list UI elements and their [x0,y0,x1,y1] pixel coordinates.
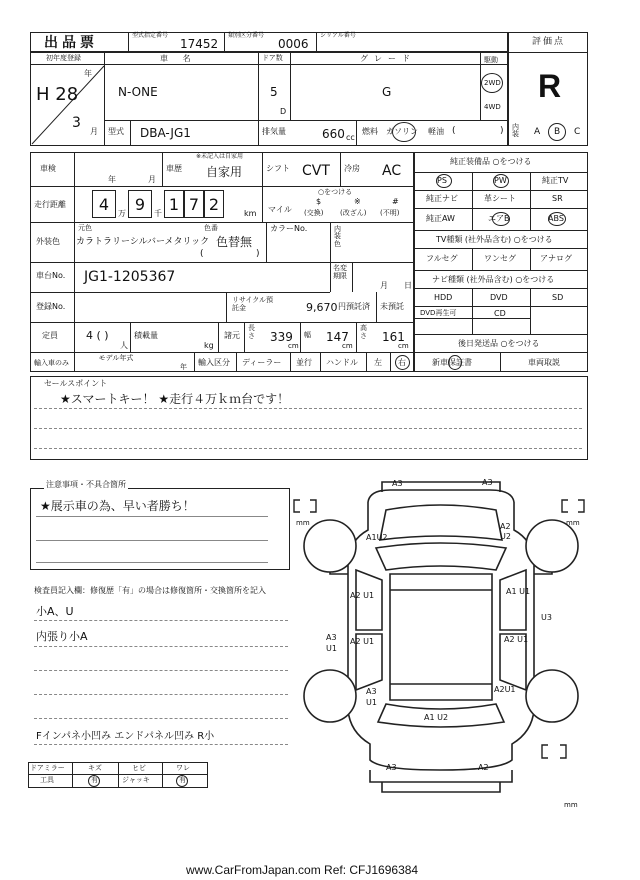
color-no-label: 色番 [204,224,218,232]
recycle-suffix: 円預託済 [338,302,370,311]
fuel-gas: ガソリン [386,127,418,136]
damage-mark: U3 [541,613,552,622]
navi-title: ナビ種類 (社外品含む) ○をつける [432,275,555,284]
damage-mark: A2 U1 [504,635,529,644]
handle-right-circle [395,355,410,370]
model-type-value: DBA-JG1 [140,126,191,140]
fuel-light: 軽油 [428,127,444,136]
name-change-label: 名変期限 [333,264,347,280]
equip-ps-circle [436,174,452,188]
color-paren: ( [200,249,204,259]
equip-sr: SR [552,194,563,203]
mileage-opt3-symbol: # [392,197,399,206]
height-unit: cm [398,342,409,350]
usage-value: 自家用 [206,165,243,179]
serial-label: シリアル番号 [320,32,356,39]
damage-mark: A2U1 [494,685,516,694]
damage-mark: A2 U2 [500,522,511,541]
damage-mark: A2 [478,763,489,772]
mileage-opt3: (不明) [380,209,400,217]
damage-mark: A3 [482,478,493,487]
recycle-unpaid: 未預託 [380,302,404,311]
equip-airbag: エアB [488,214,510,223]
mileage-digit-1: 4 [92,190,116,218]
displacement-unit: cc [346,133,355,142]
dim-label: 諸元 [224,331,240,340]
capacity-label: 定員 [42,331,58,340]
height-label: 高さ [360,324,367,340]
category-value: 0006 [278,37,309,51]
width-label: 幅 [304,331,311,339]
later-title: 後日発送品 ○をつける [458,339,540,348]
usage-note: ※未記入は自家用 [196,153,244,160]
inspection-month: 月 [148,175,156,184]
drive-label: 駆動 [484,56,498,64]
width-unit: cm [342,342,353,350]
handle-label: ハンドル [326,358,358,367]
navi-hdd: HDD [434,293,453,302]
interior-b-circle [548,123,566,141]
ac-value: AC [382,163,402,179]
notes-text: ★展示車の為、早い者勝ち！ [40,499,195,513]
color-paren-close: ) [256,249,260,259]
shift-label: シフト [266,164,290,173]
exterior-color-value: カラトラリーシルバーメタリック [76,237,210,247]
tools-yes: 有 [91,776,98,784]
shift-value: CVT [302,163,330,179]
model-cert-label: 型式指定番号 [132,32,169,39]
inspector-label: 検査員記入欄：修復歴「有」の場合は修復箇所・交換箇所を記入 [34,586,266,595]
navi-dvd-play: DVD再生可 [420,309,457,317]
footer-watermark: www.CarFromJapan.com Ref: CFJ1696384 [186,863,419,877]
equip-pw: PW [494,176,507,185]
fuel-label: 燃料 [362,127,378,136]
mileage-opt2: (改ざん) [340,209,367,217]
handle-right: 右 [398,358,406,367]
grade-value: G [382,85,392,99]
name-change-day: 日 [404,281,412,290]
chassis-value: JG1-1205367 [84,269,176,285]
mileage-digit-4: 7 [184,190,204,218]
tv-fullseg: フルセグ [426,254,458,263]
first-reg-month: 3 [72,115,81,131]
equip-abs-circle [548,212,566,226]
model-type-label: 型式 [108,127,124,136]
import-type-label: 輸入区分 [198,358,230,367]
interior-b: B [554,127,561,137]
tools-label: 工具 [40,776,54,784]
mileage-circle-note: ○をつける [318,188,353,196]
damage-mark: A1 U1 [506,587,531,596]
fuel-gas-circle [392,122,416,142]
mirror-crack: ヒビ [132,764,146,772]
inspector-line3: Fインパネ小凹み エンドパネル凹み R小 [36,731,215,742]
navi-cd: CD [494,309,506,318]
navi-dvd: DVD [490,293,508,302]
recycle-label: リサイクル預託金 [232,296,274,313]
recycle-value: 9,670 [306,301,338,314]
grade-point-label: 評価点 [532,37,566,47]
mileage-digit-2: 9 [128,190,152,218]
jack-yes-circle [176,775,188,787]
inspector-line2: 内張り小A [36,630,88,643]
damage-mark: A1 U2 [424,713,449,722]
color-no2-label: カラーNo. [270,224,308,233]
import-label: 輸入車のみ [34,359,69,367]
mirror-door-mirror: ドアミラー [30,764,65,772]
grade-point-value: R [538,68,562,104]
mileage-digit-3: 1 [164,190,184,218]
mileage-opt1-symbol: $ [316,197,322,206]
first-reg-year: H 28 [36,84,79,105]
ac-label: 冷房 [344,164,360,173]
later-manual: 車両取説 [528,358,560,367]
damage-mark: A2 U1 [350,637,375,646]
height-value: 161 [382,330,405,344]
grade-label: グレード [360,54,416,63]
damage-mark: A3 [392,479,403,488]
door-label: ドア数 [262,54,283,62]
length-value: 339 [270,330,293,344]
damage-mark: A1U2 [366,533,388,542]
mileage-opt-label: マイル [268,205,292,214]
car-name-label: 車 名 [160,54,197,63]
model-year-unit: 年 [180,363,187,371]
jack-label: ジャッキ [122,776,150,784]
handle-left: 左 [374,358,382,367]
fuel-paren-close: ) [500,126,504,136]
damage-mark: A2 U1 [350,591,375,600]
interior-color-label: 内装色 [334,225,341,248]
mileage-sen-unit: 千 [154,209,162,218]
sales-point-text: ★スマートキー！ ★走行４万ｋｍ台です！ [60,392,290,406]
mileage-digit-5: 2 [204,190,224,218]
diagram-mm-rear-right: mm [564,801,578,809]
tools-yes-circle [88,775,100,787]
name-change-month: 月 [380,281,388,290]
first-reg-label: 初年度登録 [46,54,81,62]
mileage-man-unit: 万 [118,209,126,218]
interior-label: 内装 [512,123,519,138]
usage-label: 車歴 [166,164,182,173]
tv-analog: アナログ [540,254,572,263]
mileage-opt1: (交換) [304,209,324,217]
damage-mark: A3 [386,763,397,772]
equip-aw: 純正AW [426,214,455,223]
equip-navi: 純正ナビ [426,194,458,203]
jack-yes: 有 [179,776,186,784]
mirror-scratch: キズ [88,764,102,772]
form-title: 出品票 [44,35,98,51]
equip-pw-circle [493,174,509,188]
inspection-year: 年 [108,175,116,184]
later-newcar-cert: 新車保証書 [432,358,472,367]
interior-c: C [574,127,581,137]
chassis-label: 車台No. [36,271,66,280]
drive-2wd: 2WD [484,79,501,87]
original-color-label: 元色 [78,224,92,232]
navi-sd: SD [552,293,564,302]
door-value: 5 [270,85,278,99]
equip-leather: 革シート [484,194,516,203]
car-name-value: N-ONE [118,85,158,99]
notes-label: 注意事項・不具合箇所 [46,480,126,489]
load-label: 積載量 [134,331,158,340]
capacity-unit: 人 [120,341,128,350]
equip-airbag-circle [492,212,510,226]
inspector-line1: 小A、U [36,605,74,618]
equip-abs: ABS [548,214,564,223]
load-unit: kg [204,341,214,350]
inspection-label: 車検 [40,164,56,173]
diagram-mm-front-left: mm [296,519,310,527]
month-unit: 月 [90,127,98,136]
mileage-opt2-symbol: ※ [354,197,361,206]
color-change-value: 色替無 [216,235,253,249]
width-value: 147 [326,330,349,344]
drive-2wd-circle [481,73,503,93]
sales-point-label: セールスポイント [44,379,108,388]
later-newcar-cert-circle [448,355,462,370]
displacement-value: 660 [322,127,345,141]
mirror-broken: ワレ [176,764,190,772]
exterior-color-label: 外装色 [36,237,60,246]
capacity-value: 4 ( ) [86,329,109,342]
equip-ps: PS [437,176,447,185]
diagram-mm-front-right: mm [566,519,580,527]
fuel-paren: ( [452,126,456,136]
import-parallel: 並行 [296,358,312,367]
length-label: 長さ [248,324,255,340]
mileage-unit: km [244,209,257,218]
length-unit: cm [288,342,299,350]
header-row [30,32,508,52]
tv-title: TV種類 (社外品含む) ○をつける [436,235,553,244]
mileage-label: 走行距離 [34,200,66,209]
import-dealer: ディーラー [242,358,282,367]
reg-no-label: 登録No. [36,302,66,311]
model-year-label: モデル年式 [98,354,134,362]
drive-4wd: 4WD [484,103,501,111]
damage-mark: A3 U1 [366,687,377,708]
interior-a: A [534,127,541,137]
damage-mark: A3 U1 [326,633,337,654]
category-label: 類別区分番号 [228,32,265,39]
door-suffix: D [280,107,287,116]
tv-oneseg: ワンセグ [484,254,516,263]
displacement-label: 排気量 [262,127,286,136]
model-cert-value: 17452 [180,37,219,51]
equip-title: 純正装備品 ○をつける [450,157,532,166]
equip-tv: 純正TV [542,176,569,185]
year-unit: 年 [84,69,92,78]
